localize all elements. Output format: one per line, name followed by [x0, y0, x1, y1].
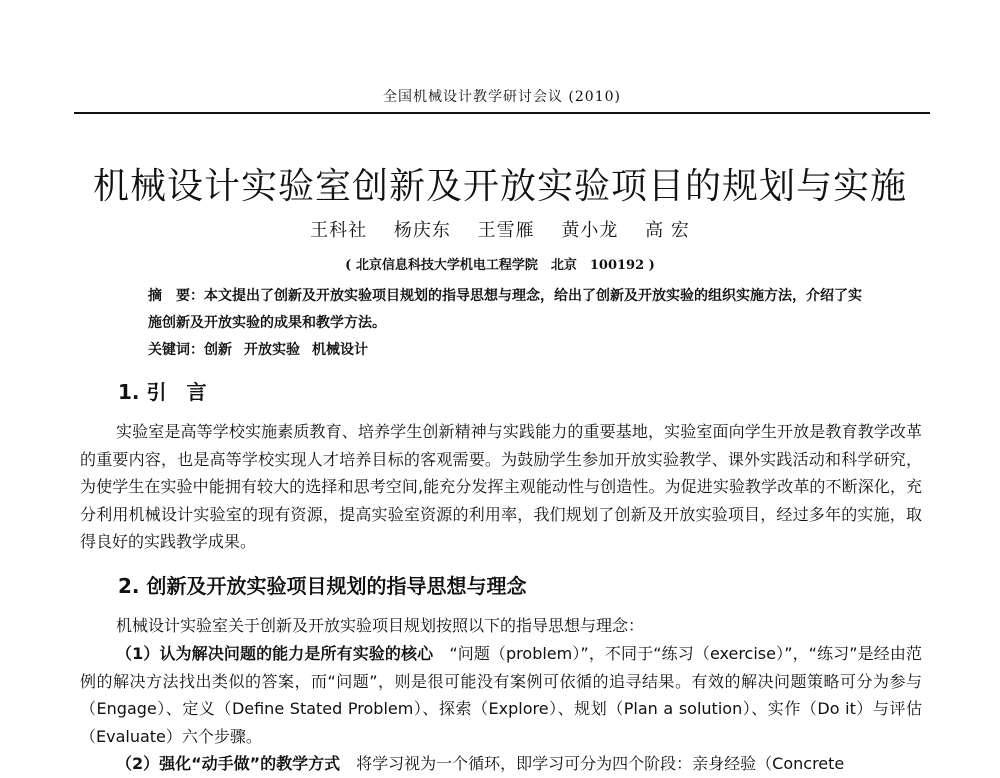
author: 高 宏 [645, 220, 690, 241]
abstract-text: 本文提出了创新及开放实验项目规划的指导思想与理念，给出了创新及开放实验的组织实施方法，介绍了实施创新及开放实验的成果和教学方法。 [148, 288, 862, 331]
keywords [148, 339, 380, 359]
section-paragraph: 实验室是高等学校实施素质教育、培养学生创新精神与实践能力的重要基地，实验室面向学生开放是教育教学改革的重要内容，也是高等学校实现人才培养目标的客观需要。为鼓励学生参加开放实验教学、课外实践活动和科学研究，为使学生在实验中能拥有较大的选择和思考空间,能充分发挥主观能动性与创造性。为促进实验教学改革的不断深化，充分利用机械设计实验室的现有资源，提高实验室资源的利用率，我们规划了创新及开放实验项目，经过多年的实施，取得良好的实践教学成果。 [80, 422, 922, 551]
author: 黄小龙 [561, 220, 619, 241]
list-item-lead: （2）强化“动手做”的教学方式 [116, 754, 341, 773]
keyword: 机械设计 [312, 342, 368, 358]
list-item-lead: （1）认为解决问题的能力是所有实验的核心 [116, 644, 434, 663]
keyword: 创新 [204, 342, 232, 358]
author: 王科社 [310, 220, 368, 241]
author: 杨庆东 [393, 220, 451, 241]
list-item [80, 640, 922, 750]
abstract [148, 283, 873, 337]
section-paragraph: 机械设计实验室关于创新及开放实验项目规划按照以下的指导思想与理念： [116, 616, 645, 635]
list-item-text: 将学习视为一个循环，即学习可分为四个阶段：亲身经验（Concrete [340, 754, 845, 773]
author: 王雪雁 [477, 220, 535, 241]
list-item-text: “问题（problem）”，不同于“练习（exercise）”，“练习”是经由范例的解决方法找出类似的答案，而“问题”，则是很可能没有案例可依循的追寻结果。有效的解决问题策略可分为参与（Engage）、定义（Define Stated Problem）、探索（Explore）、规划（Plan a solution）、实作（Do it）与评估（Evaluate）六个步骤。 [80, 644, 922, 746]
author-list [0, 216, 1000, 242]
paper-title: 机械设计实验室创新及开放实验项目的规划与实施 [92, 166, 907, 207]
keywords-label: 关键词： [148, 342, 204, 358]
section-heading: 1. 引 言 [118, 380, 207, 404]
affiliation: ( 北京信息科技大学机电工程学院 北京 100192 ) [345, 258, 655, 273]
keyword: 开放实验 [244, 342, 300, 358]
abstract-label: 摘 要： [148, 288, 204, 304]
section-heading: 2. 创新及开放实验项目规划的指导思想与理念 [118, 574, 527, 598]
running-header: 全国机械设计教学研讨会议 (2010) [74, 86, 930, 114]
